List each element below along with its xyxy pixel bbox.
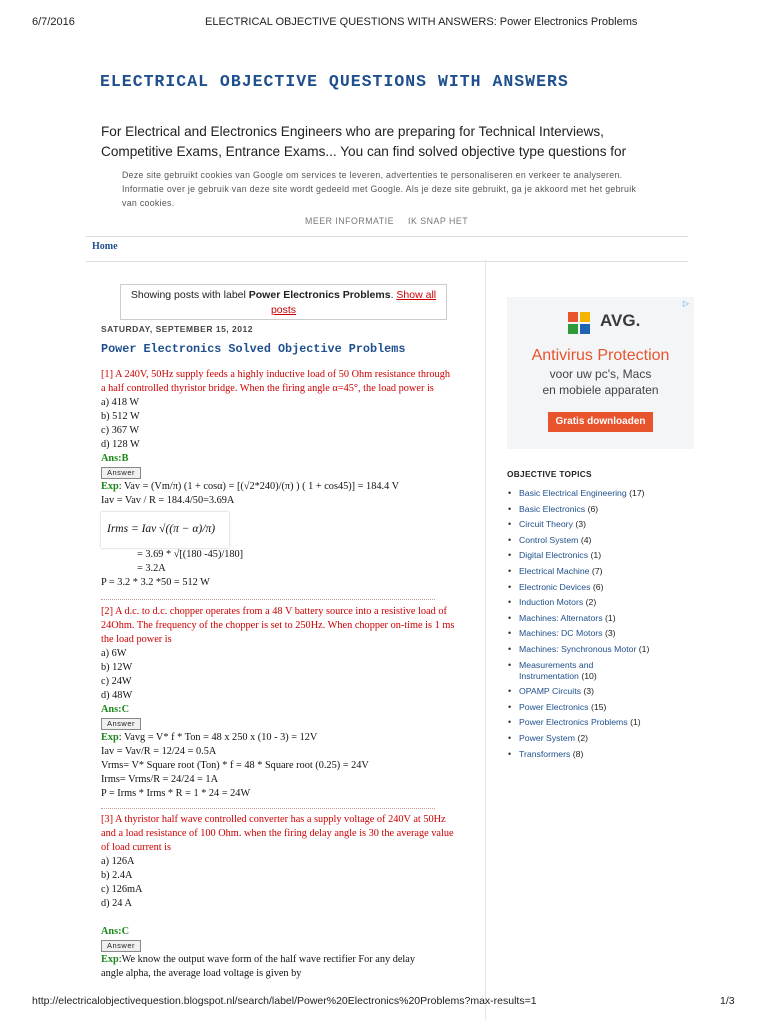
option-c: c) 367 W [101,425,140,436]
cookie-notice-text: Deze site gebruikt cookies van Google om services te leveren, advertenties te personaliseren en verkeer te analyseren. Informatie over je gebruik van deze site wordt gedeeld met Google. Als je deze site gebruikt, ga je akkoord met het gebruik van cookies. [122,170,637,208]
topic-item[interactable] [508,535,688,546]
answer-label: Ans:C [101,704,130,715]
answer-button[interactable]: Answer [101,718,141,730]
exp-text: : Vav = (Vm/π) (1 + cosα) = [(√2*240)/(π) ) ( 1 + cos45)] = 184.4 V [118,481,400,492]
topic-item[interactable] [508,702,688,713]
question-text: [1] A 240V, 50Hz supply feeds a highly inductive load of 50 Ohm resistance through [101,369,450,380]
question-text: 24Ohm. The frequency of the chopper is set to 250Hz. When chopper on-time is 1 ms [101,620,455,631]
option-b: b) 512 W [101,411,140,422]
topic-link[interactable]: Machines: Alternators [519,612,603,623]
topic-link[interactable]: Transformers [519,748,571,759]
topics-list [508,488,688,764]
topic-count: (6) [592,581,604,592]
topic-count: (7) [591,565,603,576]
formula-text: Irms = Iav √((π − α)/π) [107,523,216,535]
site-description: For Electrical and Electronics Engineers who are preparing for Technical Interviews, Competitive Exams, Entrance Exams... You can find solved objective type questions for [101,124,627,159]
question-text: a half controlled thyristor bridge. When the firing angle α=45°, the load power is [101,383,434,394]
topic-link[interactable]: Power System [519,732,576,743]
explanation-line [101,731,481,745]
topic-link[interactable]: Power Electronics Problems [519,717,628,728]
topic-link[interactable]: Measurements and Instrumentation [519,659,594,681]
option-c: c) 126mA [101,884,143,895]
option-a: a) 418 W [101,397,140,408]
topic-item[interactable] [508,504,688,515]
question-text: of load current is [101,842,172,853]
print-title: ELECTRICAL OBJECTIVE QUESTIONS WITH ANSWERS: Power Electronics Problems [205,16,638,28]
option-a: a) 6W [101,648,127,659]
explanation-line [101,480,481,494]
exp-label: Exp [101,732,119,743]
ad-download-button[interactable]: Gratis downloaden [548,412,653,432]
topic-item[interactable] [508,613,688,624]
question-2 [101,605,481,801]
cookie-accept-button[interactable]: IK SNAP HET [408,216,469,226]
topic-link[interactable]: Circuit Theory [519,519,573,530]
question-text: and a load resistance of 100 Ohm. when the firing delay angle is 30 the average value [101,828,454,839]
topic-count: (4) [580,534,592,545]
explanation-line [101,953,481,967]
explanation-line: = 3.2A [137,563,166,574]
topic-count: (2) [585,597,597,608]
site-title[interactable]: ELECTRICAL OBJECTIVE QUESTIONS WITH ANSWERS [100,72,569,91]
topic-item[interactable] [508,660,629,682]
topic-count: (1) [638,643,650,654]
question-text: the load power is [101,634,172,645]
topic-item[interactable] [508,686,688,697]
topic-link[interactable]: Machines: Synchronous Motor [519,643,637,654]
topic-item[interactable] [508,519,688,530]
topic-link[interactable]: Electronic Devices [519,581,591,592]
ad-headline: Antivirus Protection [531,347,670,364]
topic-item[interactable] [508,566,688,577]
topic-count: (17) [629,488,645,498]
exp-text: : Vavg = V* f * Ton = 48 x 250 x (10 - 3) = 12V [118,732,318,743]
topic-link[interactable]: OPAMP Circuits [519,686,581,697]
topic-count: (2) [577,732,589,743]
question-3 [101,813,481,981]
show-all-posts-link[interactable]: Show all [396,289,437,301]
show-all-posts-link-2[interactable]: posts [270,304,297,316]
print-url: http://electricalobjectivequestion.blogspot.nl/search/label/Power%20Electronics%20Problems?max-results=1 [32,995,537,1007]
option-a: a) 126A [101,856,135,867]
ad-brand: AVG. [600,311,641,330]
label-status-box [120,284,447,320]
topic-item[interactable] [508,733,688,744]
label-prefix: Showing posts with label [130,289,246,301]
topics-heading: OBJECTIVE TOPICS [507,469,592,479]
topic-count: (1) [604,612,616,623]
topic-count: (3) [583,686,594,697]
option-b: b) 2.4A [101,870,133,881]
ad-subline-2: en mobiele apparaten [542,383,659,397]
topic-count: (1) [630,717,641,728]
print-date: 6/7/2016 [32,16,75,28]
topic-link[interactable]: Machines: DC Motors [519,628,603,639]
answer-label: Ans:B [101,453,129,464]
avg-logo-icon [567,311,591,335]
option-c: c) 24W [101,676,132,687]
topic-item[interactable] [508,550,688,561]
exp-label: Exp [101,954,119,965]
label-name: Power Electronics Problems [248,289,391,301]
rms-formula-image [101,512,229,548]
topic-link[interactable]: Basic Electronics [519,503,586,514]
nav-bottom-divider [86,261,688,262]
ad-choices-icon[interactable]: ▷ [682,299,689,308]
explanation-line: P = 3.2 * 3.2 *50 = 512 W [101,577,210,588]
topic-count: (8) [572,748,584,759]
post-title[interactable]: Power Electronics Solved Objective Problems [101,342,406,356]
explanation-line: angle alpha, the average load voltage is given by [101,968,302,979]
explanation-line: Iav = Vav / R = 184.4/50=3.69A [101,495,235,506]
topic-item[interactable] [508,488,688,499]
cookie-more-info-button[interactable]: MEER INFORMATIE [305,216,394,226]
topic-link[interactable]: Digital Electronics [519,550,589,561]
question-1 [101,368,481,508]
exp-label: Exp [101,481,119,492]
topic-item[interactable] [508,628,688,639]
answer-button[interactable]: Answer [101,467,141,479]
topic-link[interactable]: Power Electronics [519,701,589,712]
ad-subline-1: voor uw pc's, Macs [549,367,652,381]
topic-count: (3) [604,628,616,639]
topic-count: (15) [590,701,607,712]
option-d: d) 128 W [101,439,140,450]
option-b: b) 12W [101,662,133,673]
option-d: d) 48W [101,690,133,701]
topic-count: (10) [581,670,597,681]
explanation-line: Iav = Vav/R = 12/24 = 0.5A [101,746,217,757]
question-divider [101,599,435,600]
print-page-number: 1/3 [720,995,735,1007]
explanation-line: P = Irms * Irms * R = 1 * 24 = 24W [101,788,251,799]
topic-link[interactable]: Induction Motors [519,597,584,608]
topic-count: (1) [590,550,602,561]
nav-home-link[interactable]: Home [92,241,118,252]
post-date: SATURDAY, SEPTEMBER 15, 2012 [101,324,253,334]
exp-text: :We know the output wave form of the half wave rectifier For any delay [118,954,415,965]
question-text: [2] A d.c. to d.c. chopper operates from a 48 V battery source into a resistive load of [101,606,447,617]
topic-item[interactable] [508,582,688,593]
explanation-line: = 3.69 * √[(180 -45)/180] [137,549,244,560]
topic-link[interactable]: Basic Electrical Engineering [519,488,627,498]
topic-item[interactable] [508,644,688,655]
answer-button[interactable]: Answer [101,940,141,952]
option-d: d) 24 A [101,898,132,909]
topic-item[interactable] [508,717,688,728]
topic-item[interactable] [508,749,688,760]
explanation-line: Vrms= V* Square root (Ton) * f = 48 * Square root (0.25) = 24V [101,760,369,771]
topic-link[interactable]: Electrical Machine [519,565,590,576]
topic-item[interactable] [508,597,688,608]
question-divider [101,808,435,809]
nav-top-divider [86,236,688,237]
topic-count: (6) [587,503,599,514]
topic-count: (3) [575,519,586,530]
sidebar-divider [485,260,486,1020]
explanation-line: Irms= Vrms/R = 24/24 = 1A [101,774,219,785]
topic-link[interactable]: Control System [519,534,579,545]
label-suffix: . [390,289,394,301]
avg-advertisement[interactable] [507,297,694,449]
answer-label: Ans:C [101,926,130,937]
question-text: [3] A thyristor half wave controlled converter has a supply voltage of 240V at 50Hz [101,814,446,825]
